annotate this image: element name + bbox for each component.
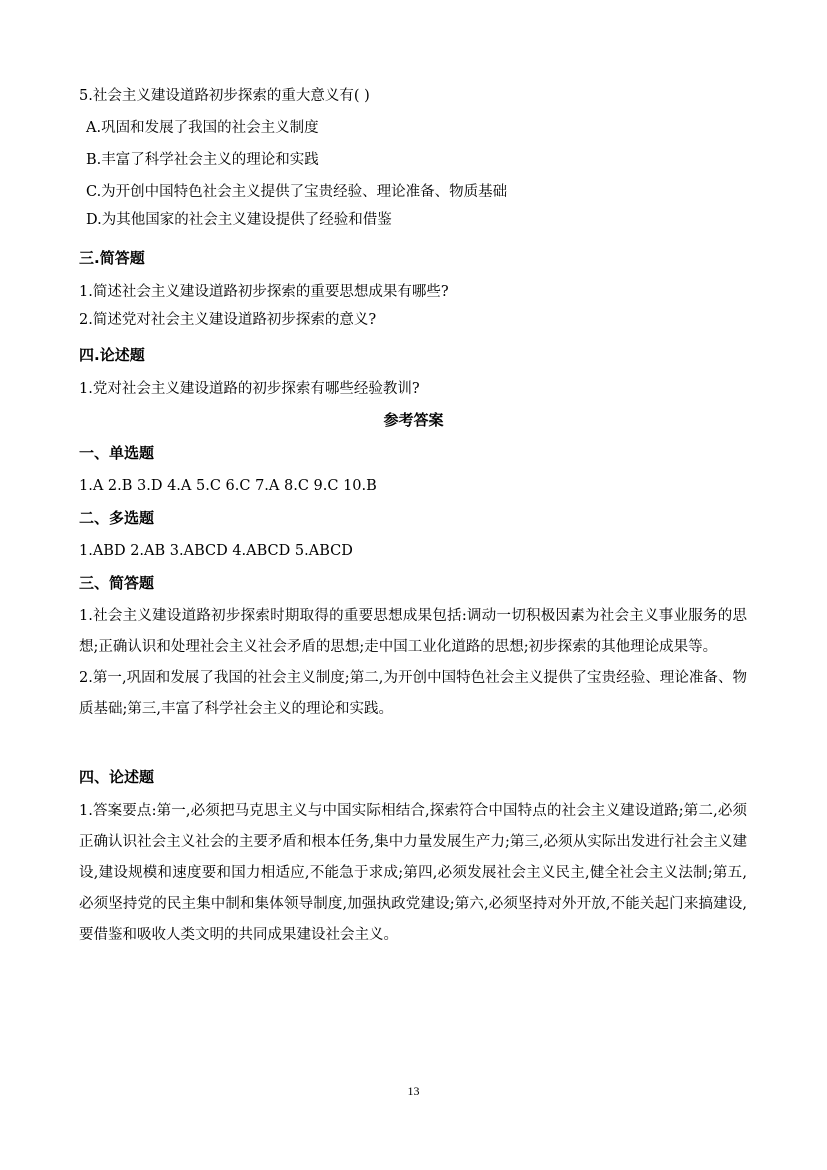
option-c: C.为开创中国特色社会主义提供了宝贵经验、理论准备、物质基础 [86,184,508,200]
section-heading-essay: 四.论述题 [79,346,145,364]
answer-short-answers [79,601,747,725]
section-heading-short-answer: 三.简答题 [79,249,145,267]
essay-question-1: 1.党对社会主义建设道路的初步探索有哪些经验教训? [79,381,420,397]
answer-single-choice: 1.A 2.B 3.D 4.A 5.C 6.C 7.A 8.C 9.C 10.B [79,478,377,494]
page-number: 13 [407,1084,420,1098]
answer-heading-single-choice: 一、单选题 [79,444,155,462]
answer-essay [79,796,747,951]
answer-heading-essay: 四、论述题 [79,768,155,786]
answer-short-1: 1.社会主义建设道路初步探索时期取得的重要思想成果包括:调动一切积极因素为社会主义事业服务的思想;正确认识和处理社会主义社会矛盾的思想;走中国工业化道路的思想;初步探索的其他理论成果等。 [79,608,747,655]
answer-key-title: 参考答案 [383,411,444,429]
option-a: A.巩固和发展了我国的社会主义制度 [86,120,319,136]
answer-short-2: 2.第一,巩固和发展了我国的社会主义制度;第二,为开创中国特色社会主义提供了宝贵经验、理论准备、物质基础;第三,丰富了科学社会主义的理论和实践。 [79,670,747,717]
answer-essay-1: 1.答案要点:第一,必须把马克思主义与中国实际相结合,探索符合中国特点的社会主义建设道路;第二,必须正确认识社会主义社会的主要矛盾和根本任务,集中力量发展生产力;第三,必须从实际出发进行社会主义建设,建设规模和速度要和国力相适应,不能急于求成;第四,必须发展社会主义民主,健全社会主义法制;第五,必须坚持党的民主集中制和集体领导制度,加强执政党建设;第六,必须坚持对外开放,不能关起门来搞建设,要借鉴和吸收人类文明的共同成果建设社会主义。 [79,803,747,943]
option-d: D.为其他国家的社会主义建设提供了经验和借鉴 [86,212,392,228]
short-answer-question-1: 1.简述社会主义建设道路初步探索的重要思想成果有哪些? [79,284,449,300]
option-b: B.丰富了科学社会主义的理论和实践 [86,152,319,168]
answer-multiple-choice: 1.ABD 2.AB 3.ABCD 4.ABCD 5.ABCD [79,543,353,559]
answer-heading-multiple-choice: 二、多选题 [79,509,155,527]
question-5: 5.社会主义建设道路初步探索的重大意义有( ) [79,88,370,104]
short-answer-question-2: 2.简述党对社会主义建设道路初步探索的意义? [79,312,377,328]
answer-heading-short-answer: 三、简答题 [79,574,155,592]
